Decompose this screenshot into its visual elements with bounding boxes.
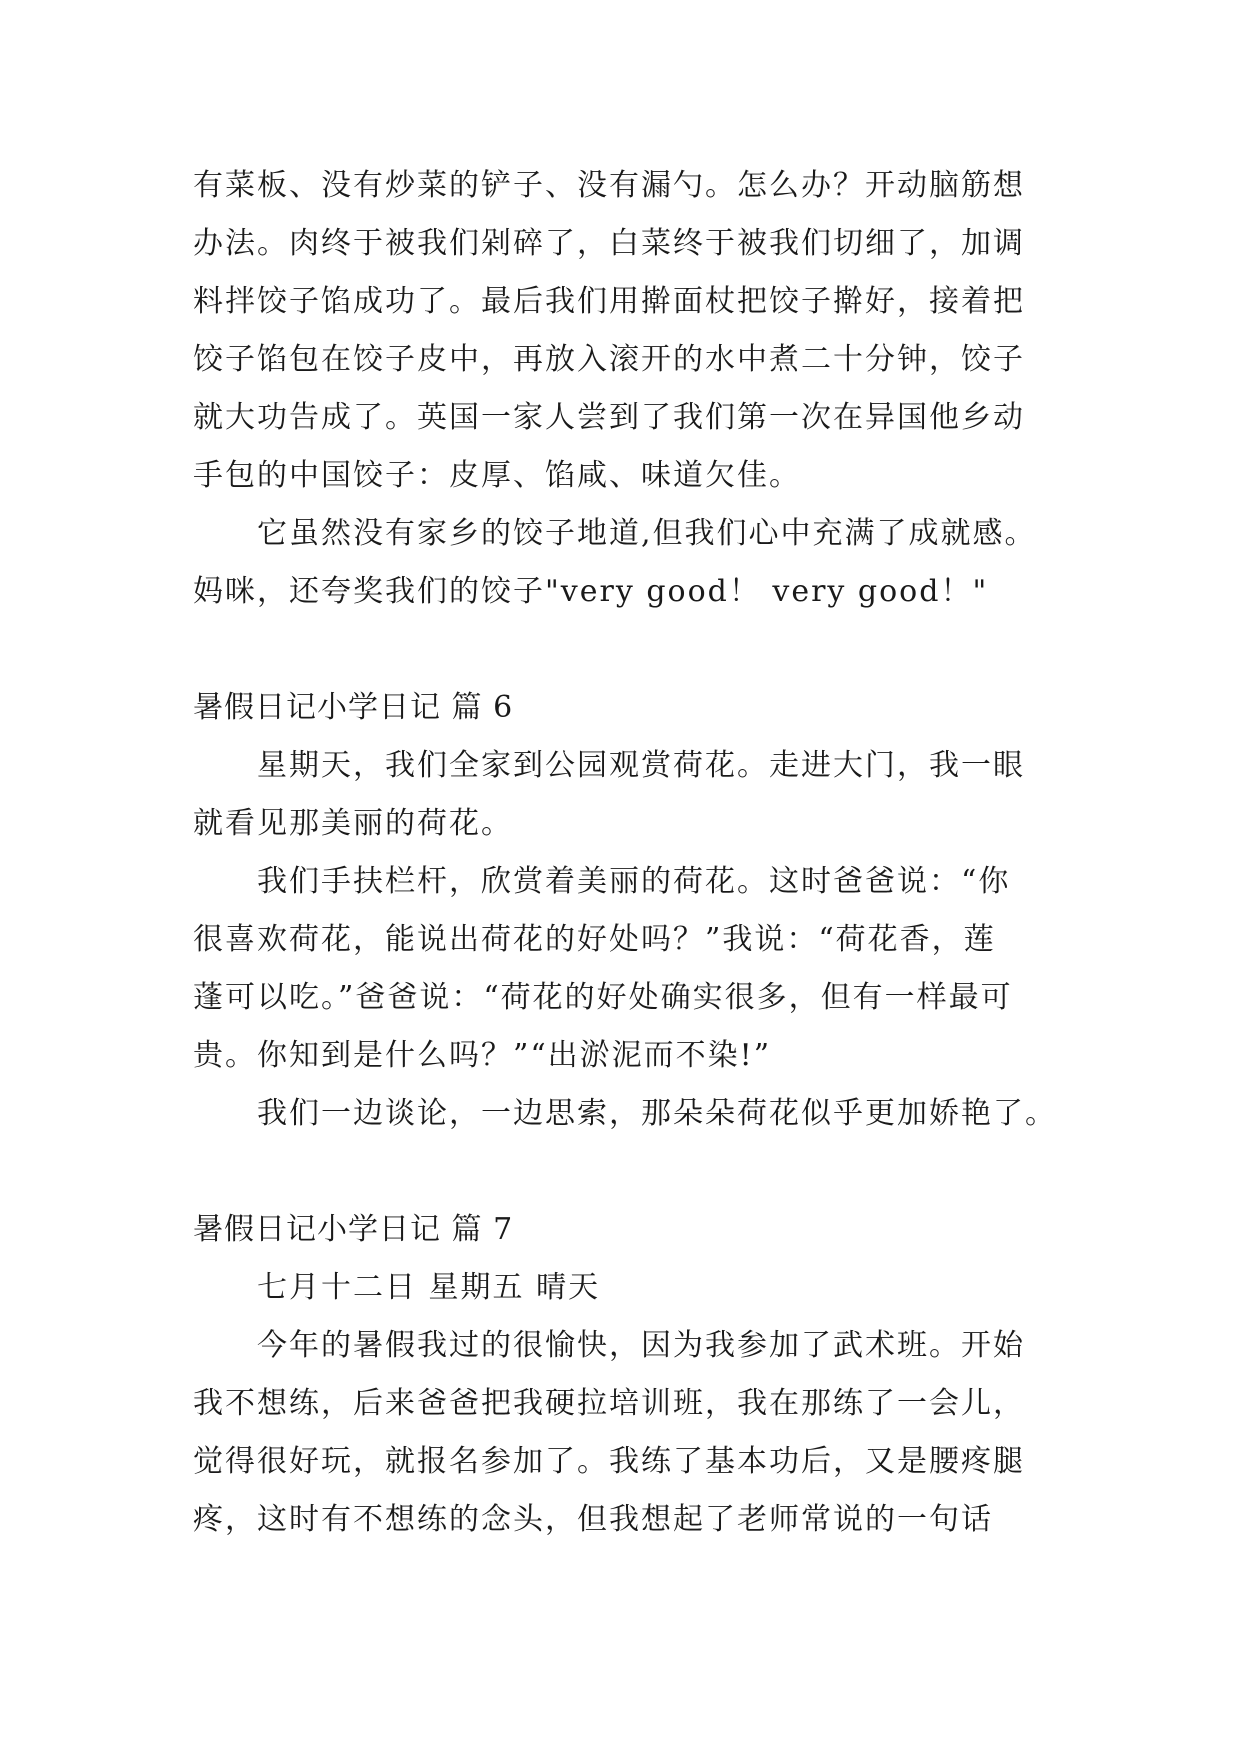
text-line: 料拌饺子馅成功了。最后我们用擀面杖把饺子擀好，接着把 [193,284,1025,319]
text-line: 就看见那美丽的荷花。 [193,806,513,841]
text-line: 疼，这时有不想练的念头，但我想起了老师常说的一句话 [193,1502,993,1537]
text-line: 有菜板、没有炒菜的铲子、没有漏勺。怎么办？开动脑筋想 [193,168,1025,203]
text-line: 我们手扶栏杆，欣赏着美丽的荷花。这时爸爸说：“你 [257,864,1011,899]
text-line: 星期天，我们全家到公园观赏荷花。走进大门，我一眼 [257,748,1025,783]
text-line: 我不想练，后来爸爸把我硬拉培训班，我在那练了一会儿， [193,1386,1025,1421]
text-line: 觉得很好玩，就报名参加了。我练了基本功后，又是腰疼腿 [193,1444,1025,1479]
text-line: 妈咪，还夸奖我们的饺子"very good！ very good！" [193,574,989,609]
text-line: 我们一边谈论，一边思索，那朵朵荷花似乎更加娇艳了。 [257,1096,1057,1131]
section-heading: 暑假日记小学日记 篇 6 [193,690,514,725]
text-line: 手包的中国饺子：皮厚、馅咸、味道欠佳。 [193,458,801,493]
text-line: 它虽然没有家乡的饺子地道,但我们心中充满了成就感。 [257,516,1037,551]
text-line: 很喜欢荷花，能说出荷花的好处吗？”我说：“荷花香，莲 [193,922,996,957]
text-line: 就大功告成了。英国一家人尝到了我们第一次在异国他乡动 [193,400,1025,435]
section-heading: 暑假日记小学日记 篇 7 [193,1212,514,1247]
text-line: 蓬可以吃。”爸爸说：“荷花的好处确实很多，但有一样最可 [193,980,1013,1015]
text-line: 今年的暑假我过的很愉快，因为我参加了武术班。开始 [257,1328,1025,1363]
text-line: 办法。肉终于被我们剁碎了，白菜终于被我们切细了，加调 [193,226,1025,261]
text-line: 饺子馅包在饺子皮中，再放入滚开的水中煮二十分钟，饺子 [193,342,1025,377]
text-line: 七月十二日 星期五 晴天 [257,1270,601,1305]
text-line: 贵。你知到是什么吗？”“出淤泥而不染!” [193,1038,772,1073]
